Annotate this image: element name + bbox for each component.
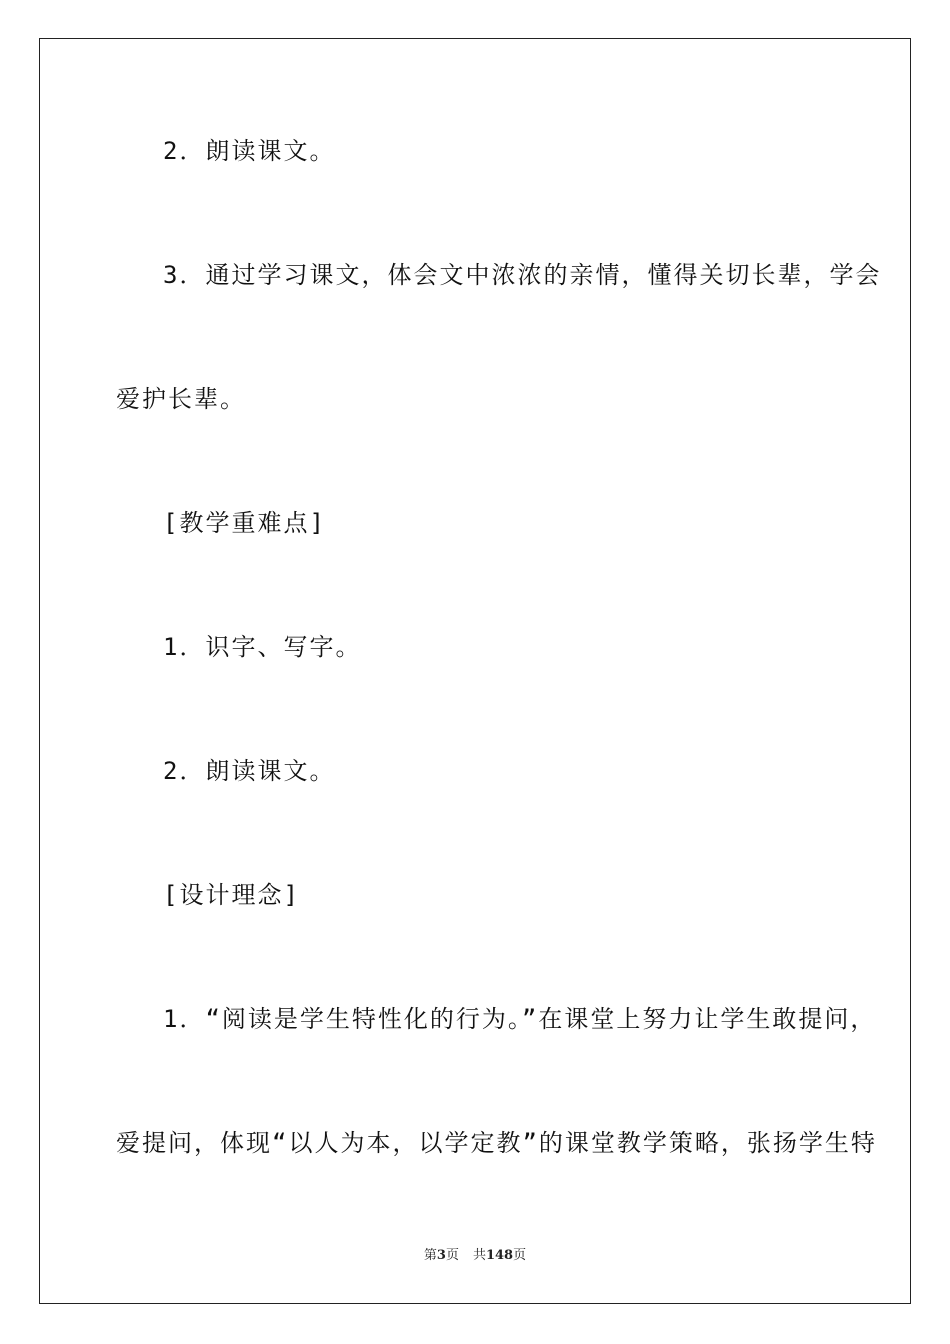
footer-page-suffix: 页 — [445, 1248, 459, 1263]
footer-total-prefix: 共 — [472, 1248, 486, 1263]
section-heading-design-concept: [设计理念] — [163, 881, 300, 909]
body-line-2: 3．通过学习课文，体会文中浓浓的亲情，懂得关切长辈，学会 — [163, 261, 882, 289]
body-line-3: 爱护长辈。 — [116, 385, 246, 413]
footer-total-pages: 148 — [485, 1248, 514, 1263]
page-footer — [0, 1247, 950, 1265]
footer-page-prefix: 第 — [423, 1248, 437, 1263]
footer-page-number: 3 — [436, 1248, 446, 1263]
body-line-5: 1．识字、写字。 — [163, 633, 362, 661]
body-line-6: 2．朗读课文。 — [163, 757, 336, 785]
body-line-9: 爱提问，体现“以人为本，以学定教”的课堂教学策略，张扬学生特 — [116, 1129, 877, 1157]
body-line-1: 2．朗读课文。 — [163, 137, 336, 165]
page-border — [39, 38, 911, 1304]
body-line-8: 1．“阅读是学生特性化的行为。”在课堂上努力让学生敢提问， — [163, 1005, 877, 1033]
footer-total-suffix: 页 — [513, 1248, 527, 1263]
section-heading-key-points: [教学重难点] — [163, 509, 326, 537]
